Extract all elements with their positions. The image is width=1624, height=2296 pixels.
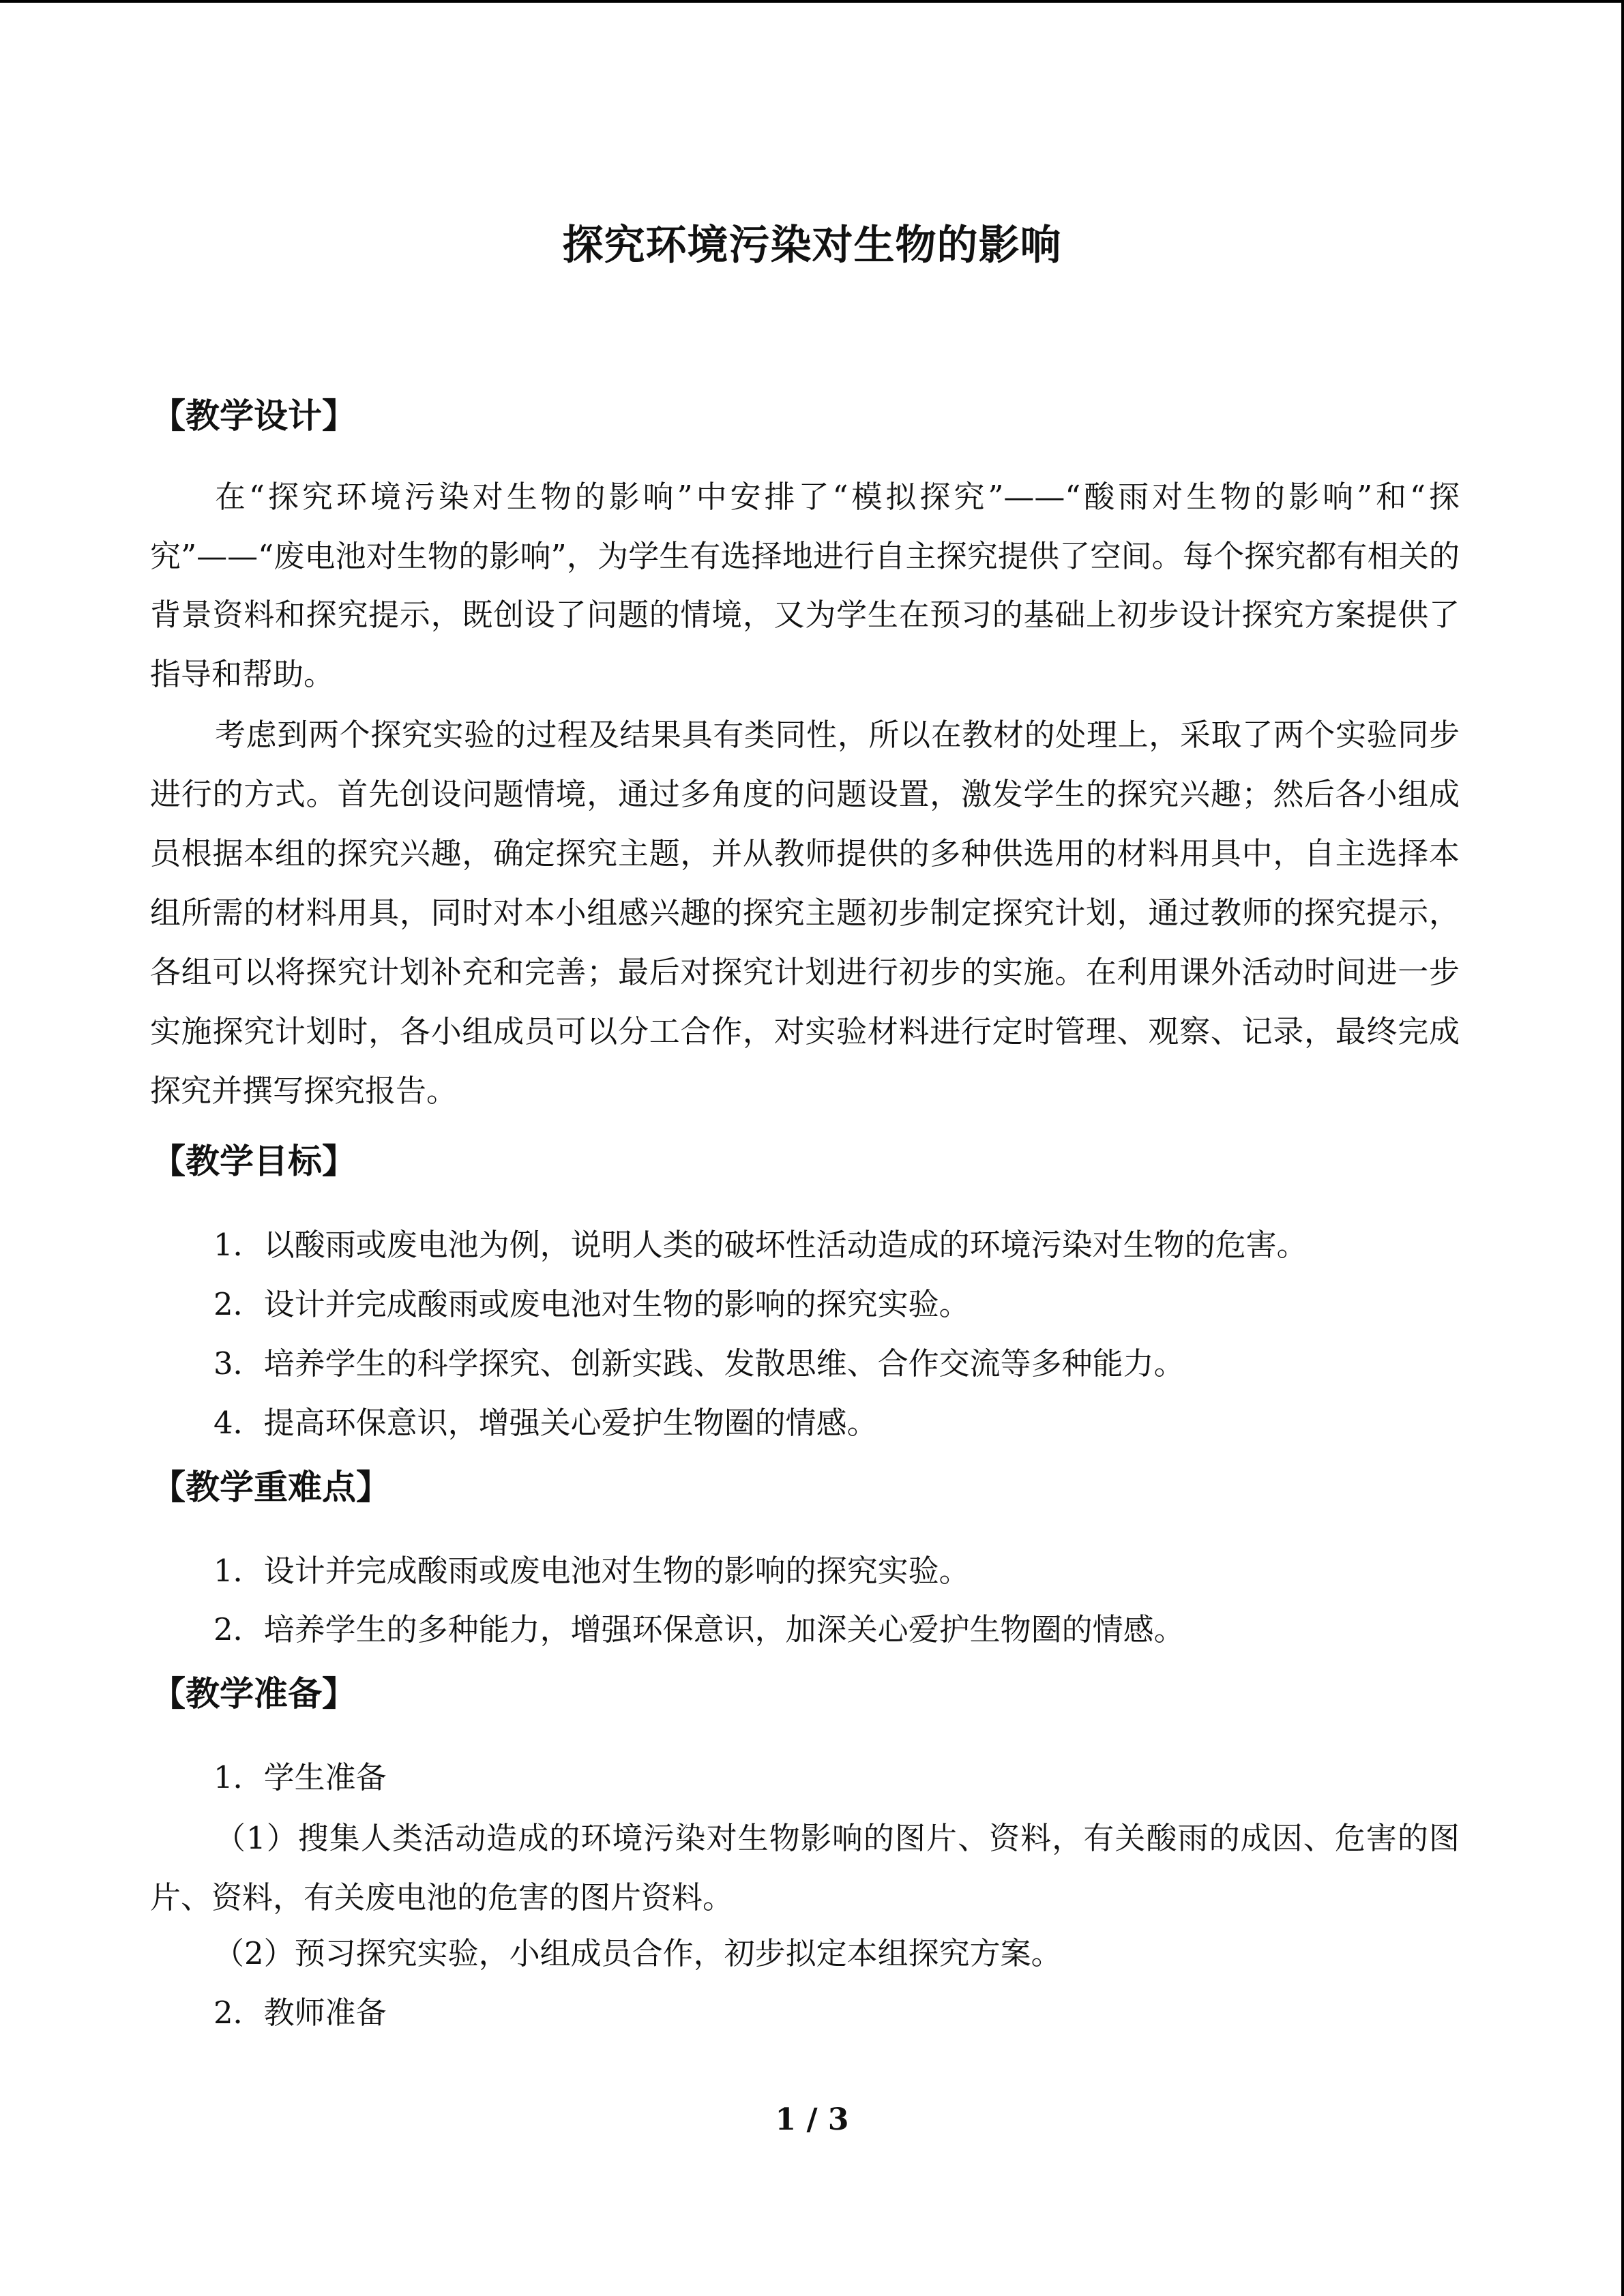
student-preparation-label: 1．学生准备 [213, 1759, 387, 1795]
page-number: 1 / 3 [775, 2102, 849, 2137]
goal-item-2: 2．设计并完成酸雨或废电池对生物的影响的探究实验。 [213, 1286, 970, 1322]
goal-item-1: 1．以酸雨或废电池为例，说明人类的破坏性活动造成的环境污染对生物的危害。 [213, 1227, 1308, 1263]
section-heading-goals: 【教学目标】 [151, 1141, 356, 1181]
student-preparation-item-2: （2）预习探究实验，小组成员合作，初步拟定本组探究方案。 [213, 1935, 1062, 1971]
teacher-preparation-label: 2．教师准备 [213, 1995, 387, 2031]
section-heading-key-points: 【教学重难点】 [151, 1467, 390, 1507]
goal-item-3: 3．培养学生的科学探究、创新实践、发散思维、合作交流等多种能力。 [213, 1345, 1185, 1382]
design-paragraph-2: 考虑到两个探究实验的过程及结果具有类同性，所以在教材的处理上，采取了两个实验同步进行的方式。首先创设问题情境，通过多角度的问题设置，激发学生的探究兴趣；然后各小组成员根据本组的探究兴趣，确定探究主题，并从教师提供的多种供选用的材料用具中，自主选择本组所需的材料用具，同时对本小组感兴趣的探究主题初步制定探究计划，通过教师的探究提示，各组可以将探究计划补充和完善；最后对探究计划进行初步的实施。在利用课外活动时间进一步实施探究计划时，各小组成员可以分工合作，对实验材料进行定时管理、观察、记录，最终完成探究并撰写探究报告。 [150, 717, 1460, 1109]
key-point-item-2: 2．培养学生的多种能力，增强环保意识，加深关心爱护生物圈的情感。 [213, 1611, 1185, 1648]
design-paragraph-1: 在“探究环境污染对生物的影响”中安排了“模拟探究”——“酸雨对生物的影响”和“探究”——“废电池对生物的影响”，为学生有选择地进行自主探究提供了空间。每个探究都有相关的背景资料和探究提示，既创设了问题的情境，又为学生在预习的基础上初步设计探究方案提供了指导和帮助。 [150, 479, 1460, 692]
key-point-item-1: 1．设计并完成酸雨或废电池对生物的影响的探究实验。 [213, 1553, 970, 1589]
section-heading-preparation: 【教学准备】 [151, 1673, 356, 1714]
page-title: 探究环境污染对生物的影响 [562, 222, 1062, 269]
student-preparation-item-1: （1）搜集人类活动造成的环境污染对生物影响的图片、资料，有关酸雨的成因、危害的图片、资料，有关废电池的危害的图片资料。 [150, 1820, 1460, 1915]
section-heading-design: 【教学设计】 [151, 396, 356, 436]
goal-item-4: 4．提高环保意识，增强关心爱护生物圈的情感。 [213, 1405, 878, 1441]
